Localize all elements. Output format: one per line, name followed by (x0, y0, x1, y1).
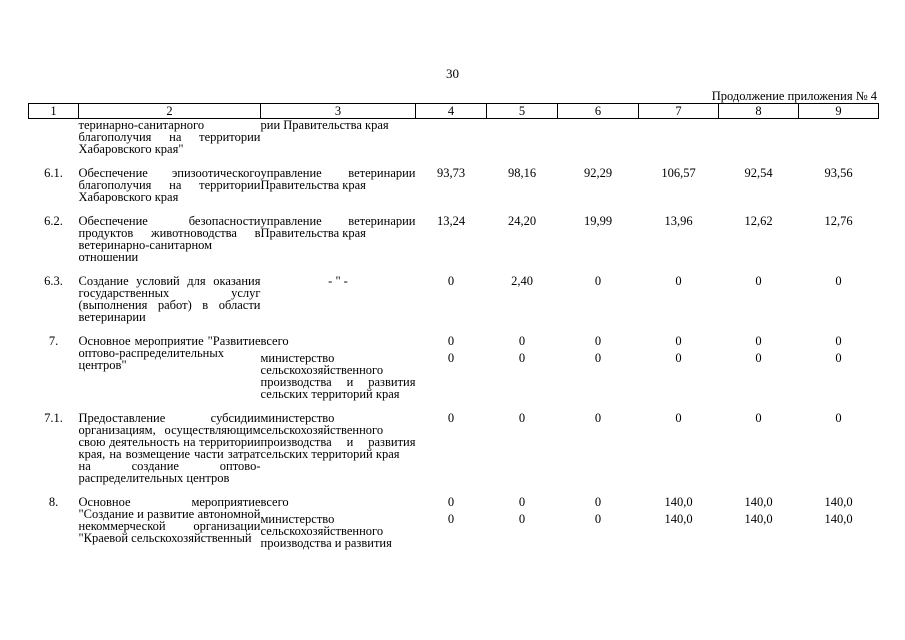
value-cell (416, 323, 487, 400)
value-cell (416, 484, 487, 549)
measure-name: Создание условий для оказания государственных услуг (выполнения работ) в области ветеринарии (78, 274, 261, 324)
value-cell (639, 323, 719, 400)
value: 0 (594, 274, 602, 288)
executor-line: управление ветеринарии Правительства края (260, 166, 416, 192)
executor (261, 119, 416, 156)
value-cell (558, 203, 639, 263)
value: 0 (447, 334, 455, 348)
value: 0 (447, 351, 455, 365)
value: 24,20 (507, 214, 537, 228)
executor-line: - " - (328, 274, 348, 288)
header-cell: 9 (799, 104, 879, 119)
value-cell (639, 263, 719, 323)
value: 140,0 (824, 495, 853, 509)
value: 140,0 (664, 512, 693, 526)
row-number: 8. (48, 495, 59, 509)
value-cell (799, 263, 879, 323)
header-cell: 8 (719, 104, 799, 119)
value: 140,0 (664, 495, 693, 509)
value-cell (799, 323, 879, 400)
value: 93,56 (824, 166, 853, 180)
continuation-note: Продолжение приложения № 4 (711, 89, 877, 103)
header-cell: 1 (29, 104, 79, 119)
executor-line: управление ветеринарии Правительства края (260, 214, 416, 240)
table-row (29, 323, 879, 400)
value-cell (799, 484, 879, 549)
measure-name: Основное мероприятие "Создание и развитие автономной некоммерческой организации "Краевой сельскохозяйственный (78, 495, 261, 545)
row-number: 7.1. (44, 411, 63, 425)
table-row (29, 203, 879, 263)
value: 0 (594, 411, 602, 425)
row-number: 6.1. (44, 166, 63, 180)
header-row (29, 104, 879, 119)
value: 140,0 (744, 495, 773, 509)
value: 0 (447, 495, 455, 509)
value: 12,76 (824, 214, 853, 228)
value: 13,24 (436, 214, 466, 228)
row-number: 6.3. (44, 274, 63, 288)
executor-line: министерство сельскохозяйственного производства и развития сельских территорий края (260, 411, 416, 461)
value-cell (719, 400, 799, 484)
value-cell (558, 323, 639, 400)
value-cell (719, 203, 799, 263)
executor-line: всего (260, 334, 289, 348)
value: 0 (835, 274, 842, 288)
value-cell (639, 484, 719, 549)
value-cell (719, 323, 799, 400)
table-row (29, 263, 879, 323)
measure-name: Обеспечение эпизоотического благополучия на территории Хабаровского края (78, 166, 261, 204)
value: 0 (518, 495, 526, 509)
value-cell (639, 400, 719, 484)
value-cell (487, 263, 558, 323)
value-cell (799, 203, 879, 263)
value-cell (799, 155, 879, 203)
value: 0 (594, 351, 602, 365)
value: 12,62 (744, 214, 773, 228)
executor-line: министерство сельскохозяйственного производства и развития (260, 512, 392, 550)
executor (261, 263, 416, 323)
header-cell: 6 (558, 104, 639, 119)
value: 0 (594, 512, 602, 526)
header-cell: 3 (261, 104, 416, 119)
value-cell (487, 155, 558, 203)
header-cell: 4 (416, 104, 487, 119)
value: 0 (518, 411, 526, 425)
measure-name: теринарно-санитарного благополучия на территории Хабаровского края" (78, 118, 261, 156)
table-row (29, 484, 879, 549)
value: 0 (518, 351, 526, 365)
value-cell (487, 484, 558, 549)
executor (261, 484, 416, 549)
budget-table (28, 103, 879, 549)
value: 0 (755, 411, 762, 425)
value: 0 (447, 512, 455, 526)
value: 0 (835, 411, 842, 425)
value: 2,40 (511, 274, 533, 288)
value: 13,96 (664, 214, 693, 228)
executor (261, 323, 416, 400)
value: 140,0 (824, 512, 853, 526)
measure-name: Предоставление субсидии организациям, осуществляющим свою деятельность на территории края, на возмещение части затрат на создание оптово-распределительных центров (78, 411, 261, 485)
value: 0 (755, 274, 762, 288)
row-number: 7. (48, 334, 59, 348)
executor (261, 203, 416, 263)
value: 0 (594, 495, 602, 509)
executor-line: министерство сельскохозяйственного производства и развития сельских территорий края (260, 351, 416, 401)
value: 0 (675, 274, 682, 288)
value-cell (487, 400, 558, 484)
value-cell (416, 155, 487, 203)
value: 106,57 (661, 166, 696, 180)
value-cell (558, 484, 639, 549)
value-cell (487, 203, 558, 263)
measure-name: Основное мероприятие "Развитие оптово-распределительных центров" (78, 334, 261, 372)
executor-line: всего (260, 495, 289, 509)
value-cell (639, 155, 719, 203)
value: 0 (518, 334, 526, 348)
value-cell (558, 155, 639, 203)
value-cell (416, 203, 487, 263)
value: 140,0 (744, 512, 773, 526)
value-cell (558, 400, 639, 484)
row-number: 6.2. (44, 214, 63, 228)
executor (261, 400, 416, 484)
value: 0 (755, 351, 762, 365)
row-number (29, 119, 79, 156)
header-cell: 5 (487, 104, 558, 119)
value: 98,16 (507, 166, 537, 180)
value: 0 (755, 334, 762, 348)
value: 0 (447, 274, 455, 288)
header-cell: 7 (639, 104, 719, 119)
executor-line: рии Правительства края (260, 118, 389, 132)
table-row (29, 400, 879, 484)
value: 0 (675, 411, 682, 425)
value-cell (719, 263, 799, 323)
value: 0 (675, 334, 682, 348)
table-row (29, 155, 879, 203)
value-cell (639, 203, 719, 263)
value: 0 (447, 411, 455, 425)
page-number: 30 (446, 66, 459, 81)
value: 92,29 (583, 166, 613, 180)
value-cell (416, 400, 487, 484)
value: 0 (518, 512, 526, 526)
value-cell (416, 263, 487, 323)
value-cell (558, 263, 639, 323)
table-row (29, 119, 879, 156)
value: 0 (594, 334, 602, 348)
value: 93,73 (436, 166, 466, 180)
value-cell (719, 484, 799, 549)
value: 0 (835, 351, 842, 365)
value-cell (487, 323, 558, 400)
value-cell (719, 155, 799, 203)
value: 19,99 (583, 214, 613, 228)
value: 0 (835, 334, 842, 348)
value-cell (799, 400, 879, 484)
executor (261, 155, 416, 203)
value: 0 (675, 351, 682, 365)
value: 92,54 (744, 166, 773, 180)
measure-name: Обеспечение безопасности продуктов животноводства в ветеринарно-санитарном отношении (78, 214, 261, 264)
header-cell: 2 (79, 104, 261, 119)
